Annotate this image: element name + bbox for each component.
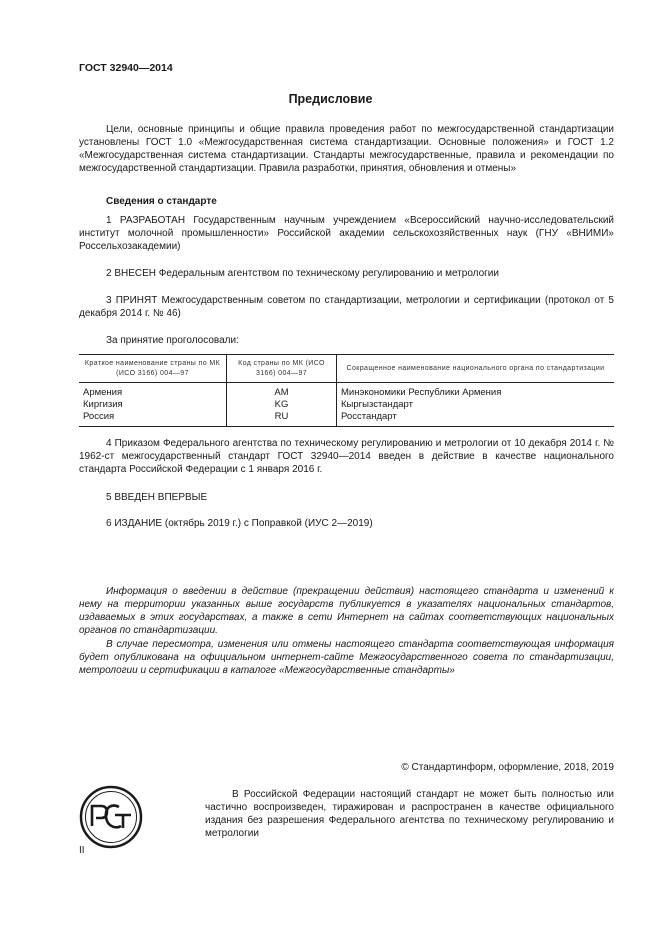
document-code: ГОСТ 32940—2014 (79, 62, 173, 74)
column-header-country: Краткое наименование страны по МК (ИСО 3166) 004—97 (79, 355, 227, 383)
info-paragraph-2: В случае пересмотра, изменения или отмены настоящего стандарта соответствующая информация будет опубликована на официальном интернет-сайте Межгосударственного совета по стандартизации, метрологии и сертификации в каталоге «Межгосударственные стандарты» (79, 639, 614, 676)
copyright: © Стандартинформ, оформление, 2018, 2019 (401, 762, 614, 773)
code-cell: RU (227, 411, 337, 427)
page-title: Предисловие (288, 92, 373, 106)
voted-label: За принятие проголосовали: (106, 335, 239, 346)
code-cell: KG (227, 399, 337, 411)
country-cell: Киргизия (79, 399, 227, 411)
table-header-row (79, 355, 614, 383)
rst-logo-icon (79, 785, 143, 849)
column-header-body: Сокращенное наименование национального органа по стандартизации (337, 355, 615, 383)
item-order: 4 Приказом Федерального агентства по техническому регулированию и метрологии от 10 декабря 2014 г. № 1962-ст межгосударственный стандарт ГОСТ 32940—2014 введен в действие в качестве национального стандарта Российской Федерации с 1 января 2016 г. (79, 438, 614, 475)
table-row (79, 383, 614, 400)
rst-certification-logo (79, 785, 143, 849)
page-number: II (79, 845, 85, 856)
item-adopted: 3 ПРИНЯТ Межгосударственным советом по стандартизации, метрологии и сертификации (протокол от 5 декабря 2014 г. № 46) (79, 295, 614, 319)
item-developed: 1 РАЗРАБОТАН Государственным научным учреждением «Всероссийский научно-исследовательский институт молочной промышленности» Российской академии сельскохозяйственных наук (ГНУ «ВНИМИ» Россельхозакадемии) (79, 215, 614, 252)
body-cell: Кыргызстандарт (341, 399, 413, 410)
item-introduced: 2 ВНЕСЕН Федеральным агентством по техническому регулированию и метрологии (106, 268, 499, 279)
table-row (79, 399, 614, 411)
voting-table (79, 354, 614, 427)
info-paragraph-1: Информация о введении в действие (прекращении действия) настоящего стандарта и изменений к нему на территории указанных выше государств публикуется в указателях национальных стандартов, издаваемых в этих государствах, а также в сети Интернет на сайтах соответствующих национальных органов по стандартизации. (79, 586, 614, 636)
body-cell: Росстандарт (337, 411, 615, 427)
column-header-code: Код страны по МК (ИСО 3166) 004—97 (227, 355, 337, 383)
table-row (79, 411, 614, 427)
item-first: 5 ВВЕДЕН ВПЕРВЫЕ (106, 492, 208, 503)
intro-paragraph: Цели, основные принципы и общие правила проведения работ по межгосударственной стандартизации установлены ГОСТ 1.0 «Межгосударственная система стандартизации. Основные положения» и ГОСТ 1.2 «Межгосударственная система стандартизации. Стандарты межгосударственные, правила и рекомендации по межгосударственной стандартизации. Правила разработки, принятия, обновления и отмены» (79, 124, 614, 174)
reproduction-notice: В Российской Федерации настоящий стандарт не может быть полностью или частично воспроизведен, тиражирован и распространен в качестве официального издания без разрешения Федерального агентства по техническому регулированию и метрологии (205, 789, 614, 839)
country-cell: Армения (79, 383, 227, 400)
about-standard-heading: Сведения о стандарте (106, 196, 217, 207)
item-edition: 6 ИЗДАНИЕ (октябрь 2019 г.) с Поправкой (ИУС 2—2019) (106, 518, 373, 529)
country-cell: Россия (79, 411, 227, 427)
body-cell: Минэкономики Республики Армения (341, 387, 502, 398)
code-cell: AM (227, 383, 337, 400)
